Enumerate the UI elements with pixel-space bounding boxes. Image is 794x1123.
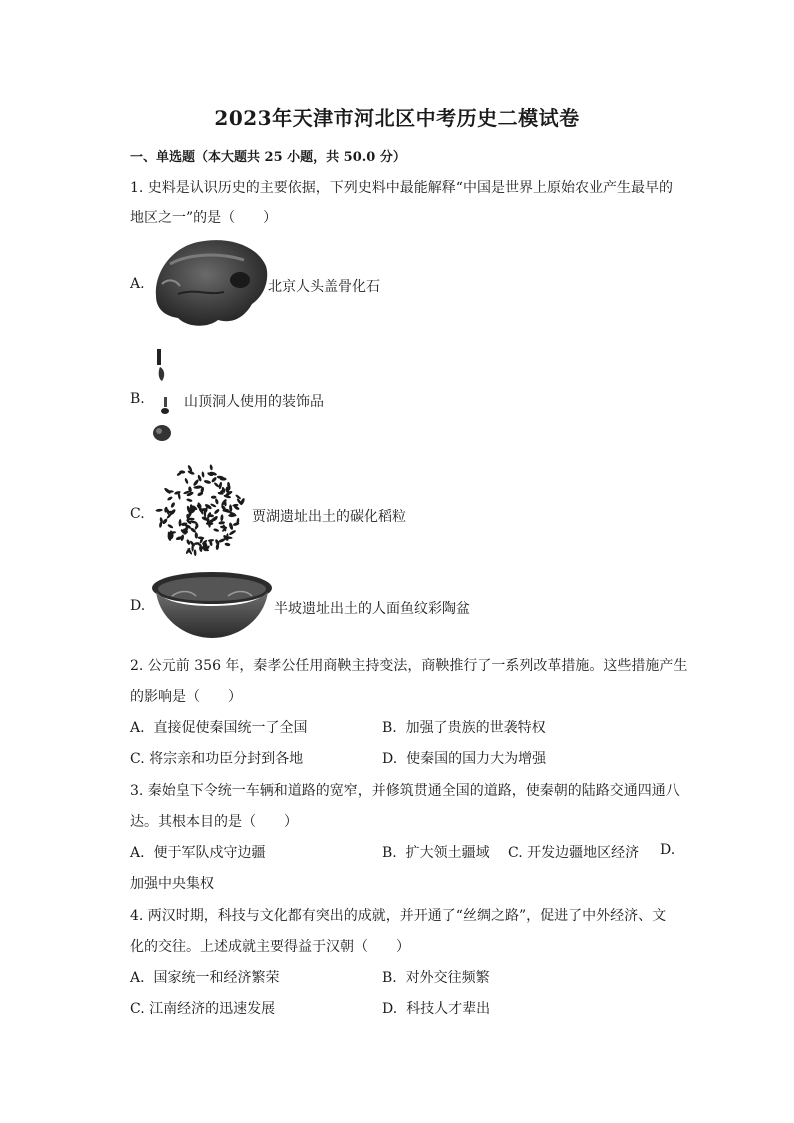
q4-option-b (382, 967, 490, 987)
rice-grain (224, 542, 230, 546)
q2-option-d (382, 748, 546, 768)
rice-grain (204, 479, 212, 484)
rice-grain (228, 529, 236, 536)
rice-grain (194, 549, 197, 556)
option-label: A. (130, 845, 145, 861)
rice-grain (192, 479, 199, 487)
q4-option-a (130, 967, 279, 987)
rice-grain (215, 498, 220, 505)
page-title: 2023年天津市河北区中考历史二模试卷 (214, 106, 580, 130)
question-3-line-1: 3. 秦始皇下令统一车辆和道路的宽窄，并修筑贯通全国的道路，使秦朝的陆路交通四通八 (130, 783, 680, 799)
option-text: 科技人才辈出 (406, 1001, 491, 1017)
q4-option-c (130, 998, 275, 1018)
rice-grain (170, 502, 176, 509)
rice-grain (213, 508, 220, 515)
option-label: D. (382, 751, 398, 767)
rice-grain (195, 532, 198, 538)
question-4-line-1: 4. 两汉时期，科技与文化都有突出的成就，并开通了“丝绸之路”，促进了中外经济、文 (130, 908, 667, 924)
section-heading: 一、单选题（本大题共 25 小题，共 50.0 分） (130, 150, 406, 165)
option-label: D. (382, 1001, 398, 1017)
option-text: 江南经济的迅速发展 (149, 1001, 276, 1017)
option-label: C. (130, 1001, 145, 1017)
q1-option-d-text: 半坡遗址出土的人面鱼纹彩陶盆 (274, 601, 470, 617)
rice-grain (180, 534, 185, 541)
option-label: B. (382, 720, 397, 736)
q1-option-b-text: 山顶洞人使用的装饰品 (184, 394, 324, 410)
rice-grain (167, 524, 174, 530)
rice-grain (232, 504, 239, 508)
bone-ornaments-image (148, 345, 182, 449)
q1-option-b-label: B. (130, 391, 145, 407)
rice-grain (209, 464, 213, 470)
option-text: 直接促使秦国统一了全国 (153, 720, 308, 736)
rice-grain (218, 521, 225, 525)
option-label: A. (130, 720, 145, 736)
q2-option-b (382, 717, 546, 737)
rice-grain (228, 522, 233, 530)
skull-fossil-image (148, 234, 270, 330)
option-text: 对外交往频繁 (405, 970, 490, 986)
option-label: C. (508, 845, 523, 861)
question-2-line-1: 2. 公元前 356 年，秦孝公任用商鞅主持变法，商鞅推行了一系列改革措施。这些措施产生 (130, 658, 688, 674)
q1-option-c-text: 贾湖遗址出土的碳化稻粒 (252, 509, 406, 525)
option-text: 将宗亲和功臣分封到各地 (149, 751, 304, 767)
rice-grain (211, 476, 218, 483)
question-1-line-1: 1. 史料是认识历史的主要依据，下列史料中最能解释“中国是世界上原始农业产生最早的 (130, 180, 673, 196)
q1-option-d-label: D. (130, 598, 146, 614)
option-text: 加强了贵族的世袭特权 (405, 720, 546, 736)
carbonized-rice-image (150, 462, 252, 558)
rice-grain (178, 519, 181, 527)
painted-pottery-basin-image (150, 568, 274, 642)
option-text: 使秦国的国力大为增强 (406, 751, 547, 767)
rice-grain (167, 496, 173, 501)
rice-grain (155, 509, 162, 513)
rice-grain (213, 528, 219, 532)
rice-grain (201, 471, 205, 477)
question-3-line-2: 达。其根本目的是（ ） (130, 814, 298, 830)
q3-option-c (508, 842, 639, 862)
option-label: B. (382, 970, 397, 986)
q3-option-d-text: 加强中央集权 (130, 876, 214, 892)
q2-option-a (130, 717, 307, 737)
q3-option-a (130, 842, 265, 862)
option-label: C. (130, 751, 145, 767)
rice-grain (186, 498, 193, 502)
q1-option-c-label: C. (130, 506, 145, 522)
q4-option-d (382, 998, 490, 1018)
question-2-line-2: 的影响是（ ） (130, 689, 242, 705)
rice-grain (184, 478, 189, 485)
option-text: 开发边疆地区经济 (527, 845, 640, 861)
q1-option-a-text: 北京人头盖骨化石 (268, 279, 380, 295)
q3-option-d-label: D. (660, 842, 676, 858)
option-text: 便于军队戍守边疆 (153, 845, 266, 861)
question-4-line-2: 化的交往。上述成就主要得益于汉朝（ ） (130, 939, 410, 955)
option-label: A. (130, 970, 145, 986)
option-text: 扩大领土疆域 (405, 845, 490, 861)
rice-grain (211, 496, 217, 499)
q2-option-c (130, 748, 303, 768)
question-1-line-2: 地区之一”的是（ ） (130, 210, 278, 226)
q1-option-a-label: A. (130, 276, 145, 292)
option-text: 国家统一和经济繁荣 (153, 970, 280, 986)
rice-grain (220, 514, 224, 521)
q3-option-b (382, 842, 490, 862)
option-label: B. (382, 845, 397, 861)
